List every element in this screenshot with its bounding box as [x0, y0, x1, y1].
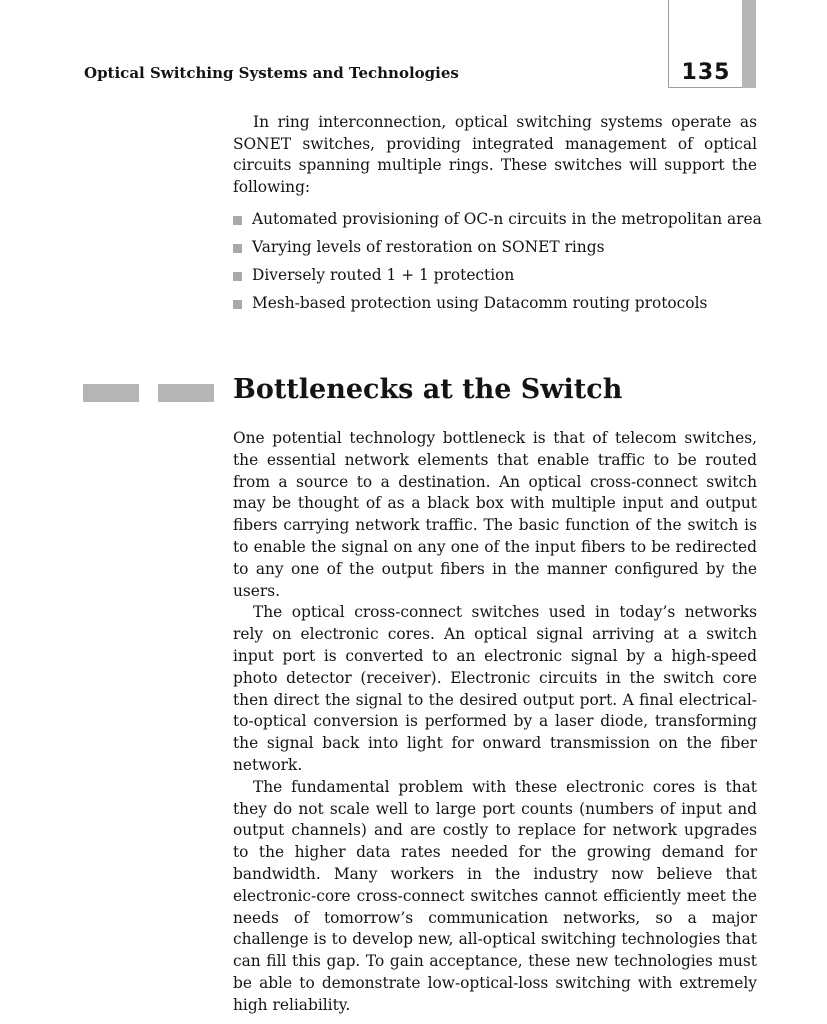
bullet-list: [233, 209, 773, 321]
bullet-square-icon: [233, 216, 242, 225]
heading-decoration-bar: [83, 384, 139, 402]
bullet-text: Automated provisioning of OC-n circuits in the metropolitan area: [252, 210, 762, 228]
body-paragraph: The optical cross-connect switches used in today’s networks rely on electronic cores. An optical signal arriving at a switch input port is converted to an electronic signal by a high-speed photo detector (receiver). Electronic circuits in the switch core then direct the signal to the desired output port. A final electrical-to-optical conversion is performed by a laser diode, transforming the signal back into light for onward transmission on the fiber network.: [233, 603, 757, 774]
intro-paragraph: In ring interconnection, optical switching systems operate as SONET switches, providing integrated management of optical circuits spanning multiple rings. These switches will support the following:: [233, 113, 757, 196]
page-tab-bar: [742, 0, 756, 88]
bullet-item: [233, 237, 773, 265]
section-body: [233, 428, 757, 1017]
bullet-text: Varying levels of restoration on SONET rings: [252, 238, 605, 256]
bullet-item: [233, 293, 773, 321]
bullet-text: Mesh-based protection using Datacomm routing protocols: [252, 294, 708, 312]
bullet-square-icon: [233, 272, 242, 281]
bullet-square-icon: [233, 244, 242, 253]
section-heading: Bottlenecks at the Switch: [233, 374, 623, 405]
bullet-item: [233, 209, 773, 237]
body-paragraph: The fundamental problem with these electronic cores is that they do not scale well to large port counts (numbers of input and output channels) and are costly to replace for network upgrades to the higher data rates needed for the growing demand for bandwidth. Many workers in the industry now believe that electronic-core cross-connect switches cannot efficiently meet the needs of tomorrow’s communication networks, so a major challenge is to develop new, all-optical switching technologies that can fill this gap. To gain acceptance, these new technologies must be able to demonstrate low-optical-loss switching with extremely high reliability.: [233, 777, 757, 1014]
bullet-item: [233, 265, 773, 293]
bullet-square-icon: [233, 300, 242, 309]
page-number: 135: [681, 60, 731, 85]
running-head: Optical Switching Systems and Technologies: [84, 64, 459, 82]
body-paragraph: One potential technology bottleneck is that of telecom switches, the essential network elements that enable traffic to be routed from a source to a destination. An optical cross-connect switch may be thought of as a black box with multiple input and output fibers carrying network traffic. The basic function of the switch is to enable the signal on any one of the input fibers to be redirected to any one of the output fibers in the manner configured by the users.: [233, 429, 757, 600]
heading-decoration-bar: [158, 384, 214, 402]
bullet-text: Diversely routed 1 + 1 protection: [252, 266, 515, 284]
